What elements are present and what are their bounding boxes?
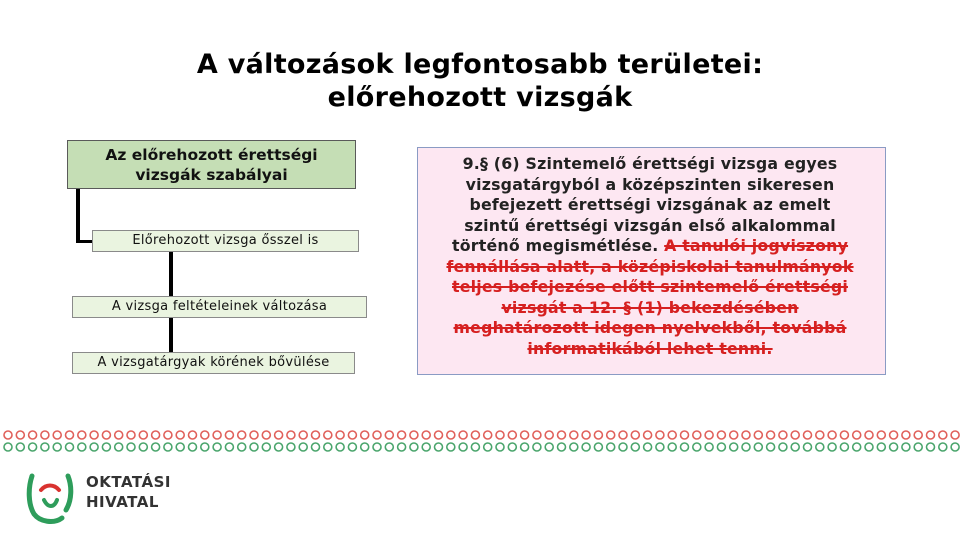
- pattern-dot: [471, 443, 479, 451]
- pattern-dot: [730, 443, 738, 451]
- pattern-dot: [385, 431, 393, 439]
- pattern-dot: [619, 431, 627, 439]
- pattern-dot: [127, 443, 135, 451]
- pattern-dot: [66, 431, 74, 439]
- pattern-dot: [558, 431, 566, 439]
- pattern-dot: [927, 431, 935, 439]
- pattern-dot: [176, 443, 184, 451]
- pattern-dot: [361, 443, 369, 451]
- pattern-dot: [324, 431, 332, 439]
- pattern-dot: [139, 431, 147, 439]
- pattern-dot: [287, 443, 295, 451]
- pattern-dot: [115, 431, 123, 439]
- connector-line: [76, 240, 93, 243]
- pattern-dot: [361, 431, 369, 439]
- pattern-dot: [644, 443, 652, 451]
- pattern-dot: [902, 443, 910, 451]
- pattern-dot: [754, 443, 762, 451]
- pattern-dot: [164, 443, 172, 451]
- pattern-dot: [730, 431, 738, 439]
- connector-line: [169, 252, 173, 296]
- pattern-dot: [890, 431, 898, 439]
- law-text-struck: fennállása alatt, a középiskolai tanulmányok: [446, 256, 854, 276]
- pattern-dot: [398, 443, 406, 451]
- pattern-dot: [865, 431, 873, 439]
- pattern-dot: [668, 443, 676, 451]
- page-title-line-1: A változások legfontosabb területei:: [196, 49, 764, 80]
- pattern-dot: [767, 431, 775, 439]
- logo-text: [86, 472, 171, 512]
- pattern-dot: [4, 443, 12, 451]
- topic-item-autumn-exam: Előrehozott vizsga ősszel is: [92, 230, 359, 252]
- pattern-dot: [484, 443, 492, 451]
- pattern-dot: [398, 431, 406, 439]
- pattern-dot: [348, 443, 356, 451]
- pattern-dot: [558, 443, 566, 451]
- law-text-struck: informatikából lehet tenni.: [527, 338, 773, 358]
- pattern-dot: [656, 431, 664, 439]
- law-text-line: [400, 175, 900, 196]
- logo-line-1: OKTATÁSI: [86, 473, 171, 491]
- law-text-line: [400, 236, 900, 257]
- pattern-dot: [533, 431, 541, 439]
- pattern-dot: [607, 431, 615, 439]
- pattern-dot: [705, 443, 713, 451]
- pattern-dot: [29, 431, 37, 439]
- pattern-dot: [66, 443, 74, 451]
- pattern-dot: [4, 431, 12, 439]
- pattern-dot: [53, 431, 61, 439]
- pattern-dot: [570, 431, 578, 439]
- pattern-dot: [779, 443, 787, 451]
- pattern-dot: [164, 431, 172, 439]
- pattern-dot: [693, 431, 701, 439]
- pattern-dot: [471, 431, 479, 439]
- pattern-dot: [804, 431, 812, 439]
- pattern-dot: [422, 431, 430, 439]
- pattern-dot: [41, 443, 49, 451]
- pattern-dot: [213, 443, 221, 451]
- pattern-dot: [78, 443, 86, 451]
- law-text-line: [400, 154, 900, 175]
- pattern-dot: [840, 431, 848, 439]
- pattern-dot: [791, 443, 799, 451]
- pattern-dot: [213, 431, 221, 439]
- pattern-dot: [250, 431, 258, 439]
- pattern-dot: [594, 431, 602, 439]
- law-text-struck: A tanulói jogviszony: [664, 236, 849, 255]
- pattern-dot: [275, 443, 283, 451]
- law-text-struck: teljes befejezése előtt szintemelő érettségi: [452, 277, 848, 296]
- pattern-dot: [631, 431, 639, 439]
- pattern-dot: [681, 431, 689, 439]
- pattern-dot: [508, 431, 516, 439]
- pattern-dot: [951, 431, 959, 439]
- pattern-dot: [189, 431, 197, 439]
- pattern-dot: [435, 431, 443, 439]
- law-text-line: [400, 339, 900, 360]
- pattern-dot: [299, 431, 307, 439]
- pattern-dot: [348, 431, 356, 439]
- pattern-dot: [631, 443, 639, 451]
- pattern-dot: [496, 443, 504, 451]
- pattern-dot: [779, 431, 787, 439]
- pattern-dot: [656, 443, 664, 451]
- pattern-dot: [877, 443, 885, 451]
- pattern-dot: [594, 443, 602, 451]
- pattern-dot: [225, 431, 233, 439]
- connector-line: [76, 189, 80, 243]
- pattern-dot: [336, 443, 344, 451]
- law-text-line: [400, 298, 900, 319]
- logo-line-2: HIVATAL: [86, 493, 159, 511]
- pattern-dot: [225, 443, 233, 451]
- pattern-dot: [127, 431, 135, 439]
- page-title-line-2: előrehozott vizsgák: [327, 82, 633, 113]
- pattern-dot: [607, 443, 615, 451]
- pattern-dot: [373, 443, 381, 451]
- pattern-dot: [816, 443, 824, 451]
- pattern-dot: [742, 443, 750, 451]
- pattern-dot: [853, 443, 861, 451]
- pattern-dot: [90, 443, 98, 451]
- pattern-dot: [939, 431, 947, 439]
- pattern-dot: [102, 443, 110, 451]
- pattern-dot: [828, 443, 836, 451]
- pattern-dot: [828, 431, 836, 439]
- pattern-dot: [16, 443, 24, 451]
- pattern-dot: [693, 443, 701, 451]
- pattern-dot: [902, 431, 910, 439]
- pattern-dot: [521, 443, 529, 451]
- pattern-dot: [373, 431, 381, 439]
- pattern-dot: [668, 431, 676, 439]
- pattern-dot: [619, 443, 627, 451]
- pattern-dot: [951, 443, 959, 451]
- pattern-dot: [545, 443, 553, 451]
- pattern-dot: [927, 443, 935, 451]
- pattern-dot: [705, 431, 713, 439]
- pattern-dot: [422, 443, 430, 451]
- law-text-line: [400, 257, 900, 278]
- law-text-normal: befejezett érettségi vizsgának az emelt: [469, 195, 831, 214]
- pattern-dot: [102, 431, 110, 439]
- pattern-dot: [115, 443, 123, 451]
- pattern-dot: [767, 443, 775, 451]
- pattern-dot: [176, 431, 184, 439]
- pattern-dot: [53, 443, 61, 451]
- pattern-dot: [545, 431, 553, 439]
- pattern-dot: [681, 443, 689, 451]
- pattern-dot: [262, 431, 270, 439]
- main-topic-line-1: Az előrehozott érettségi: [105, 146, 318, 164]
- oktatasi-hivatal-logo-icon: [24, 470, 76, 526]
- pattern-dot: [152, 431, 160, 439]
- pattern-dot: [717, 443, 725, 451]
- pattern-dot: [644, 431, 652, 439]
- pattern-dot: [189, 443, 197, 451]
- main-topic-line-2: vizsgák szabályai: [135, 166, 288, 184]
- pattern-dot: [410, 431, 418, 439]
- pattern-dot: [742, 431, 750, 439]
- pattern-dot: [139, 443, 147, 451]
- pattern-dot: [238, 443, 246, 451]
- pattern-dot: [201, 443, 209, 451]
- pattern-dot: [250, 443, 258, 451]
- pattern-dot: [717, 431, 725, 439]
- page-title: [0, 48, 960, 114]
- pattern-dot: [914, 431, 922, 439]
- pattern-dot: [816, 431, 824, 439]
- pattern-dot: [410, 443, 418, 451]
- pattern-dot: [201, 431, 209, 439]
- connector-line: [169, 318, 173, 352]
- pattern-dot: [16, 431, 24, 439]
- pattern-dot: [804, 443, 812, 451]
- pattern-dot: [287, 431, 295, 439]
- law-text-struck: meghatározott idegen nyelvekből, továbbá: [453, 318, 847, 337]
- pattern-dot: [447, 443, 455, 451]
- pattern-dot: [90, 431, 98, 439]
- pattern-dot: [41, 431, 49, 439]
- pattern-dot: [336, 431, 344, 439]
- law-text-line: [400, 195, 900, 216]
- pattern-dot: [939, 443, 947, 451]
- decorative-pattern: [0, 428, 960, 454]
- pattern-dot: [435, 443, 443, 451]
- pattern-dot: [877, 431, 885, 439]
- pattern-dot: [152, 443, 160, 451]
- pattern-dot: [914, 443, 922, 451]
- pattern-dot: [312, 443, 320, 451]
- law-text-line: [400, 277, 900, 298]
- pattern-dot: [521, 431, 529, 439]
- pattern-dot: [582, 431, 590, 439]
- law-text-normal: 9.§ (6) Szintemelő érettségi vizsga egyes: [462, 154, 838, 173]
- pattern-dot: [385, 443, 393, 451]
- pattern-dot: [533, 443, 541, 451]
- pattern-dot: [865, 443, 873, 451]
- law-text-line: [400, 216, 900, 237]
- law-text-normal: szintű érettségi vizsgán első alkalommal: [464, 215, 836, 235]
- law-text-struck: vizsgát a 12. § (1) bekezdésében: [501, 297, 799, 317]
- pattern-dot: [447, 431, 455, 439]
- pattern-dot: [853, 431, 861, 439]
- pattern-dot: [570, 443, 578, 451]
- topic-item-subjects-expansion: A vizsgatárgyak körének bővülése: [72, 352, 355, 374]
- pattern-dot: [459, 443, 467, 451]
- pattern-dot: [29, 443, 37, 451]
- law-text-normal: történő megismétlése.: [451, 236, 665, 255]
- pattern-dot: [890, 443, 898, 451]
- pattern-dot: [496, 431, 504, 439]
- pattern-dot: [582, 443, 590, 451]
- pattern-dot: [312, 431, 320, 439]
- pattern-dot: [324, 443, 332, 451]
- law-text-line: [400, 318, 900, 339]
- topic-item-conditions-change: A vizsga feltételeinek változása: [72, 296, 367, 318]
- pattern-dot: [754, 431, 762, 439]
- pattern-dot: [840, 443, 848, 451]
- law-text: [400, 154, 900, 359]
- pattern-dot: [78, 431, 86, 439]
- law-text-normal: vizsgatárgyból a középszinten sikeresen: [465, 174, 835, 194]
- main-topic-box: [67, 140, 356, 189]
- pattern-dot: [275, 431, 283, 439]
- pattern-dot: [238, 431, 246, 439]
- pattern-dot: [508, 443, 516, 451]
- pattern-dot: [299, 443, 307, 451]
- pattern-dot: [791, 431, 799, 439]
- pattern-dot: [484, 431, 492, 439]
- pattern-dot: [262, 443, 270, 451]
- pattern-dot: [459, 431, 467, 439]
